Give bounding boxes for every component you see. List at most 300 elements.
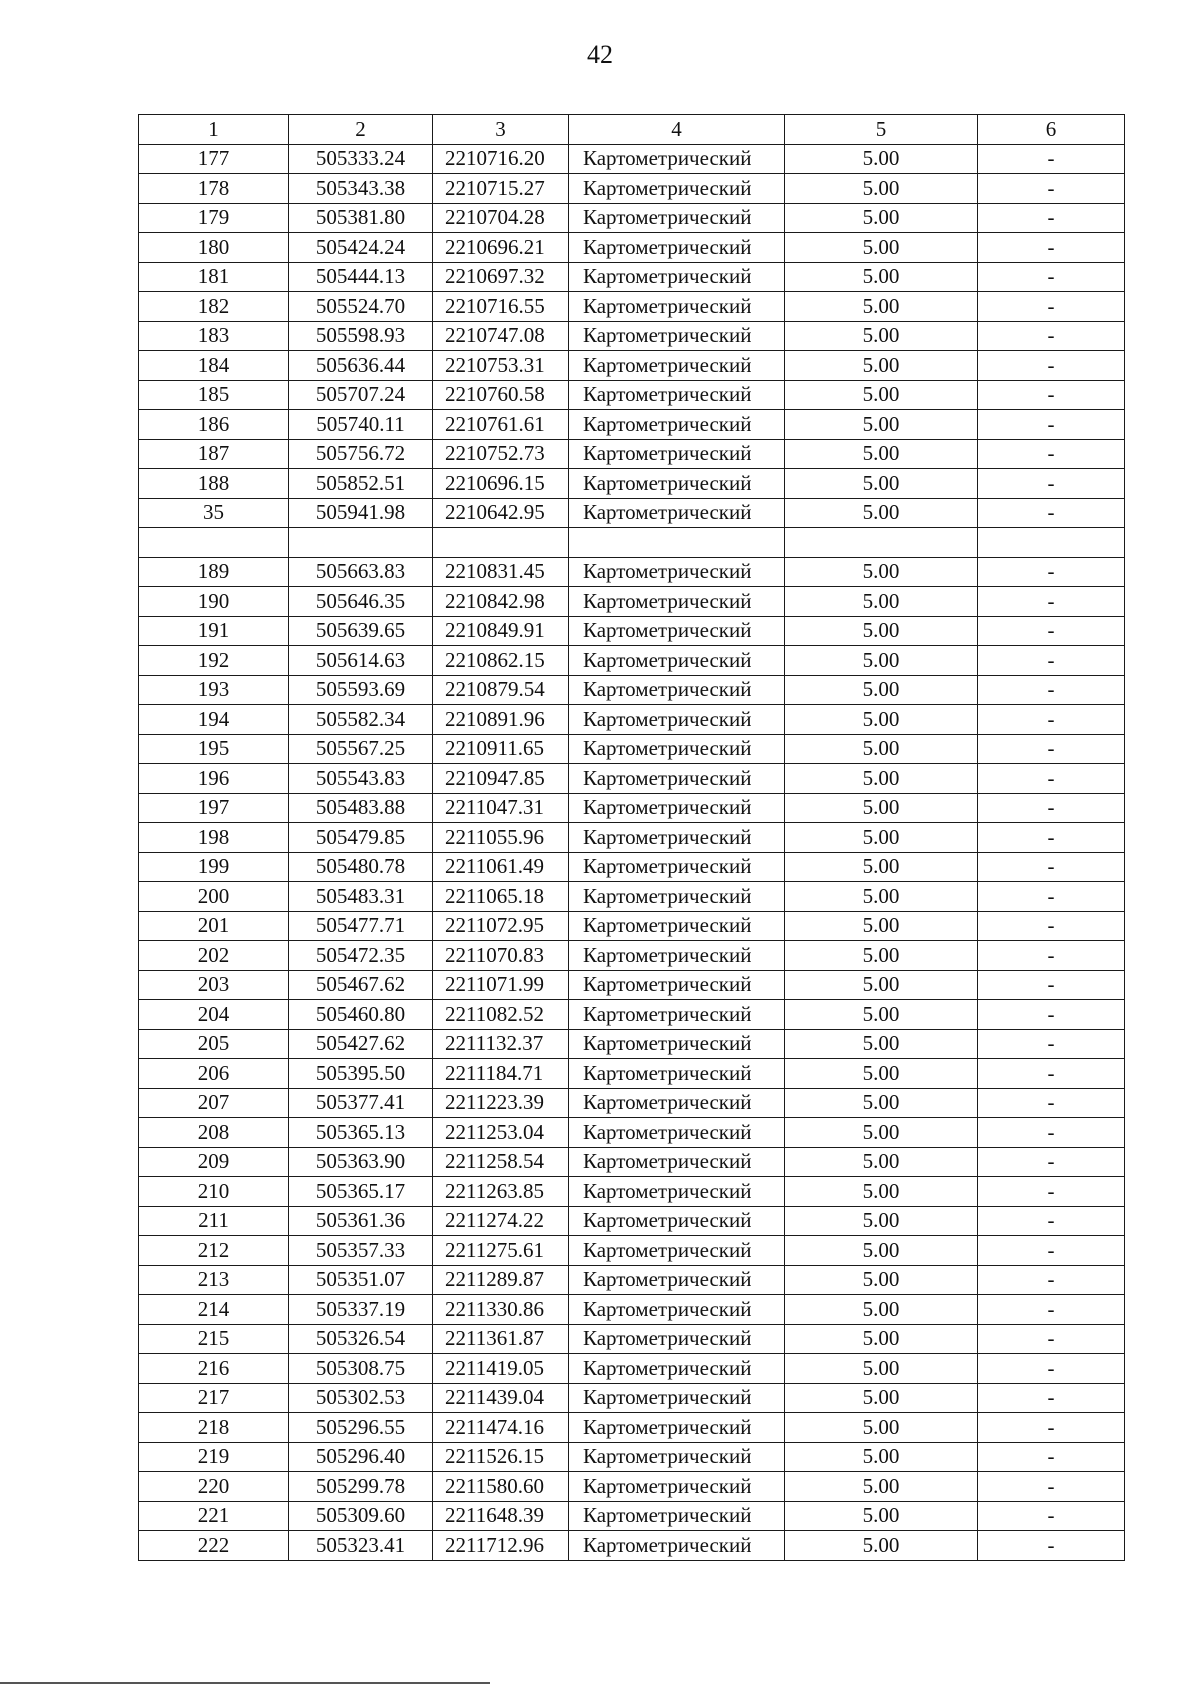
x-coordinate-cell: 505427.62 — [289, 1029, 433, 1059]
note-cell: - — [978, 1354, 1125, 1384]
table-row — [139, 557, 1125, 587]
x-coordinate-cell: 505309.60 — [289, 1501, 433, 1531]
note-cell: - — [978, 1177, 1125, 1207]
method-cell: Картометрический — [569, 793, 785, 823]
x-coordinate-cell: 505636.44 — [289, 351, 433, 381]
note-cell: - — [978, 292, 1125, 322]
note-cell: - — [978, 498, 1125, 528]
point-number-cell: 213 — [139, 1265, 289, 1295]
note-cell: - — [978, 1206, 1125, 1236]
accuracy-cell: 5.00 — [785, 1118, 978, 1148]
accuracy-cell: 5.00 — [785, 882, 978, 912]
accuracy-cell: 5.00 — [785, 1324, 978, 1354]
x-coordinate-cell: 505337.19 — [289, 1295, 433, 1325]
table-row — [139, 351, 1125, 381]
method-cell: Картометрический — [569, 616, 785, 646]
accuracy-cell: 5.00 — [785, 734, 978, 764]
table-row — [139, 1472, 1125, 1502]
method-cell: Картометрический — [569, 1059, 785, 1089]
x-coordinate-cell: 505639.65 — [289, 616, 433, 646]
accuracy-cell: 5.00 — [785, 292, 978, 322]
point-number-cell: 209 — [139, 1147, 289, 1177]
note-cell: - — [978, 1472, 1125, 1502]
accuracy-cell: 5.00 — [785, 321, 978, 351]
table-row — [139, 233, 1125, 263]
y-coordinate-cell: 2210761.61 — [433, 410, 569, 440]
y-coordinate-cell: 2210879.54 — [433, 675, 569, 705]
x-coordinate-cell: 505296.55 — [289, 1413, 433, 1443]
method-cell: Картометрический — [569, 321, 785, 351]
table-row — [139, 1147, 1125, 1177]
y-coordinate-cell: 2210696.15 — [433, 469, 569, 499]
point-number-cell: 182 — [139, 292, 289, 322]
x-coordinate-cell: 505479.85 — [289, 823, 433, 853]
method-cell: Картометрический — [569, 1265, 785, 1295]
table-row — [139, 1000, 1125, 1030]
note-cell: - — [978, 1531, 1125, 1561]
note-cell: - — [978, 587, 1125, 617]
note-cell: - — [978, 144, 1125, 174]
table-row — [139, 410, 1125, 440]
note-cell: - — [978, 764, 1125, 794]
y-coordinate-cell: 2211274.22 — [433, 1206, 569, 1236]
accuracy-cell: 5.00 — [785, 1000, 978, 1030]
method-cell: Картометрический — [569, 1531, 785, 1561]
point-number-cell: 200 — [139, 882, 289, 912]
point-number-cell: 211 — [139, 1206, 289, 1236]
note-cell: - — [978, 646, 1125, 676]
note-cell: - — [978, 911, 1125, 941]
table-body — [139, 144, 1125, 1560]
accuracy-cell: 5.00 — [785, 1236, 978, 1266]
note-cell: - — [978, 1059, 1125, 1089]
y-coordinate-cell: 2210842.98 — [433, 587, 569, 617]
x-coordinate-cell: 505444.13 — [289, 262, 433, 292]
accuracy-cell: 5.00 — [785, 911, 978, 941]
point-number-cell: 207 — [139, 1088, 289, 1118]
table-row — [139, 1029, 1125, 1059]
table-row — [139, 1295, 1125, 1325]
note-cell: - — [978, 793, 1125, 823]
method-cell: Картометрический — [569, 203, 785, 233]
point-number-cell: 188 — [139, 469, 289, 499]
x-coordinate-cell: 505756.72 — [289, 439, 433, 469]
accuracy-cell: 5.00 — [785, 351, 978, 381]
point-number-cell: 198 — [139, 823, 289, 853]
point-number-cell: 178 — [139, 174, 289, 204]
method-cell: Картометрический — [569, 351, 785, 381]
accuracy-cell: 5.00 — [785, 941, 978, 971]
table-row — [139, 764, 1125, 794]
y-coordinate-cell: 2210947.85 — [433, 764, 569, 794]
y-coordinate-cell: 2211184.71 — [433, 1059, 569, 1089]
point-number-cell: 194 — [139, 705, 289, 735]
note-cell: - — [978, 321, 1125, 351]
point-number-cell: 187 — [139, 439, 289, 469]
y-coordinate-cell: 2210747.08 — [433, 321, 569, 351]
y-coordinate-cell: 2210715.27 — [433, 174, 569, 204]
point-number-cell: 215 — [139, 1324, 289, 1354]
method-cell: Картометрический — [569, 292, 785, 322]
table-row — [139, 1118, 1125, 1148]
y-coordinate-cell: 2211526.15 — [433, 1442, 569, 1472]
accuracy-cell: 5.00 — [785, 1354, 978, 1384]
method-cell: Картометрический — [569, 174, 785, 204]
note-cell: - — [978, 1324, 1125, 1354]
note-cell: - — [978, 1265, 1125, 1295]
x-coordinate-cell: 505614.63 — [289, 646, 433, 676]
point-number-cell: 221 — [139, 1501, 289, 1531]
y-coordinate-cell: 2211580.60 — [433, 1472, 569, 1502]
method-cell: Картометрический — [569, 380, 785, 410]
accuracy-cell: 5.00 — [785, 823, 978, 853]
y-coordinate-cell: 2211055.96 — [433, 823, 569, 853]
y-coordinate-cell: 2210642.95 — [433, 498, 569, 528]
accuracy-cell: 5.00 — [785, 587, 978, 617]
table-row — [139, 498, 1125, 528]
y-coordinate-cell: 2211061.49 — [433, 852, 569, 882]
y-coordinate-cell: 2210697.32 — [433, 262, 569, 292]
point-number-cell: 217 — [139, 1383, 289, 1413]
method-cell: Картометрический — [569, 1206, 785, 1236]
point-number-cell: 192 — [139, 646, 289, 676]
y-coordinate-cell — [433, 528, 569, 558]
method-cell: Картометрический — [569, 1177, 785, 1207]
table-row — [139, 380, 1125, 410]
accuracy-cell: 5.00 — [785, 174, 978, 204]
y-coordinate-cell: 2211065.18 — [433, 882, 569, 912]
x-coordinate-cell: 505467.62 — [289, 970, 433, 1000]
note-cell: - — [978, 469, 1125, 499]
point-number-cell: 220 — [139, 1472, 289, 1502]
note-cell: - — [978, 1000, 1125, 1030]
table-row — [139, 1059, 1125, 1089]
y-coordinate-cell: 2210862.15 — [433, 646, 569, 676]
accuracy-cell: 5.00 — [785, 1059, 978, 1089]
accuracy-cell: 5.00 — [785, 616, 978, 646]
method-cell: Картометрический — [569, 1118, 785, 1148]
point-number-cell: 35 — [139, 498, 289, 528]
y-coordinate-cell: 2210849.91 — [433, 616, 569, 646]
x-coordinate-cell: 505377.41 — [289, 1088, 433, 1118]
accuracy-cell: 5.00 — [785, 1531, 978, 1561]
table-row — [139, 1324, 1125, 1354]
note-cell: - — [978, 823, 1125, 853]
accuracy-cell: 5.00 — [785, 1147, 978, 1177]
table-row — [139, 1413, 1125, 1443]
method-cell: Картометрический — [569, 1147, 785, 1177]
note-cell: - — [978, 705, 1125, 735]
table-row — [139, 203, 1125, 233]
method-cell: Картометрический — [569, 1354, 785, 1384]
y-coordinate-cell: 2211071.99 — [433, 970, 569, 1000]
header-cell-1: 1 — [139, 115, 289, 145]
y-coordinate-cell: 2211263.85 — [433, 1177, 569, 1207]
y-coordinate-cell: 2210716.20 — [433, 144, 569, 174]
method-cell: Картометрический — [569, 1324, 785, 1354]
point-number-cell: 183 — [139, 321, 289, 351]
point-number-cell: 181 — [139, 262, 289, 292]
accuracy-cell: 5.00 — [785, 439, 978, 469]
method-cell: Картометрический — [569, 675, 785, 705]
x-coordinate-cell: 505483.31 — [289, 882, 433, 912]
table-row — [139, 882, 1125, 912]
point-number-cell: 201 — [139, 911, 289, 941]
note-cell: - — [978, 1029, 1125, 1059]
point-number-cell: 202 — [139, 941, 289, 971]
accuracy-cell: 5.00 — [785, 1383, 978, 1413]
point-number-cell: 222 — [139, 1531, 289, 1561]
x-coordinate-cell: 505395.50 — [289, 1059, 433, 1089]
method-cell: Картометрический — [569, 882, 785, 912]
note-cell: - — [978, 233, 1125, 263]
table-row — [139, 528, 1125, 558]
accuracy-cell: 5.00 — [785, 705, 978, 735]
x-coordinate-cell: 505707.24 — [289, 380, 433, 410]
point-number-cell: 216 — [139, 1354, 289, 1384]
accuracy-cell: 5.00 — [785, 852, 978, 882]
table-row — [139, 646, 1125, 676]
y-coordinate-cell: 2211132.37 — [433, 1029, 569, 1059]
method-cell: Картометрический — [569, 970, 785, 1000]
y-coordinate-cell: 2211648.39 — [433, 1501, 569, 1531]
y-coordinate-cell: 2211419.05 — [433, 1354, 569, 1384]
header-cell-5: 5 — [785, 115, 978, 145]
table-row — [139, 1501, 1125, 1531]
accuracy-cell: 5.00 — [785, 410, 978, 440]
table-row — [139, 292, 1125, 322]
accuracy-cell: 5.00 — [785, 1265, 978, 1295]
x-coordinate-cell: 505363.90 — [289, 1147, 433, 1177]
accuracy-cell: 5.00 — [785, 203, 978, 233]
point-number-cell: 186 — [139, 410, 289, 440]
x-coordinate-cell: 505326.54 — [289, 1324, 433, 1354]
x-coordinate-cell: 505351.07 — [289, 1265, 433, 1295]
method-cell: Картометрический — [569, 1383, 785, 1413]
x-coordinate-cell: 505543.83 — [289, 764, 433, 794]
method-cell: Картометрический — [569, 1295, 785, 1325]
method-cell: Картометрический — [569, 144, 785, 174]
method-cell: Картометрический — [569, 1236, 785, 1266]
accuracy-cell: 5.00 — [785, 144, 978, 174]
table-row — [139, 1236, 1125, 1266]
method-cell: Картометрический — [569, 439, 785, 469]
table-row — [139, 705, 1125, 735]
point-number-cell: 219 — [139, 1442, 289, 1472]
accuracy-cell — [785, 528, 978, 558]
point-number-cell: 191 — [139, 616, 289, 646]
page-bottom-rule — [0, 1682, 490, 1684]
point-number-cell: 218 — [139, 1413, 289, 1443]
point-number-cell: 177 — [139, 144, 289, 174]
method-cell: Картометрический — [569, 1413, 785, 1443]
method-cell: Картометрический — [569, 498, 785, 528]
point-number-cell: 204 — [139, 1000, 289, 1030]
y-coordinate-cell: 2210753.31 — [433, 351, 569, 381]
note-cell: - — [978, 1295, 1125, 1325]
x-coordinate-cell: 505477.71 — [289, 911, 433, 941]
point-number-cell: 195 — [139, 734, 289, 764]
note-cell: - — [978, 941, 1125, 971]
table-row — [139, 1265, 1125, 1295]
accuracy-cell: 5.00 — [785, 380, 978, 410]
y-coordinate-cell: 2211474.16 — [433, 1413, 569, 1443]
y-coordinate-cell: 2211253.04 — [433, 1118, 569, 1148]
x-coordinate-cell: 505598.93 — [289, 321, 433, 351]
table-row — [139, 439, 1125, 469]
y-coordinate-cell: 2210831.45 — [433, 557, 569, 587]
x-coordinate-cell: 505323.41 — [289, 1531, 433, 1561]
x-coordinate-cell: 505308.75 — [289, 1354, 433, 1384]
y-coordinate-cell: 2211330.86 — [433, 1295, 569, 1325]
table-header — [139, 115, 1125, 145]
table-row — [139, 1354, 1125, 1384]
accuracy-cell: 5.00 — [785, 1029, 978, 1059]
method-cell: Картометрический — [569, 705, 785, 735]
method-cell: Картометрический — [569, 764, 785, 794]
y-coordinate-cell: 2210696.21 — [433, 233, 569, 263]
note-cell: - — [978, 1413, 1125, 1443]
y-coordinate-cell: 2211439.04 — [433, 1383, 569, 1413]
accuracy-cell: 5.00 — [785, 1088, 978, 1118]
note-cell: - — [978, 1118, 1125, 1148]
note-cell: - — [978, 675, 1125, 705]
point-number-cell: 206 — [139, 1059, 289, 1089]
x-coordinate-cell: 505483.88 — [289, 793, 433, 823]
point-number-cell: 193 — [139, 675, 289, 705]
method-cell: Картометрический — [569, 410, 785, 440]
method-cell: Картометрический — [569, 911, 785, 941]
x-coordinate-cell: 505524.70 — [289, 292, 433, 322]
table-row — [139, 852, 1125, 882]
method-cell: Картометрический — [569, 823, 785, 853]
table-row — [139, 174, 1125, 204]
method-cell: Картометрический — [569, 262, 785, 292]
x-coordinate-cell: 505646.35 — [289, 587, 433, 617]
header-cell-3: 3 — [433, 115, 569, 145]
note-cell: - — [978, 351, 1125, 381]
note-cell: - — [978, 1383, 1125, 1413]
method-cell: Картометрический — [569, 734, 785, 764]
note-cell: - — [978, 174, 1125, 204]
point-number-cell: 199 — [139, 852, 289, 882]
table-row — [139, 616, 1125, 646]
note-cell: - — [978, 557, 1125, 587]
y-coordinate-cell: 2211289.87 — [433, 1265, 569, 1295]
y-coordinate-cell: 2211072.95 — [433, 911, 569, 941]
x-coordinate-cell: 505663.83 — [289, 557, 433, 587]
header-cell-4: 4 — [569, 115, 785, 145]
accuracy-cell: 5.00 — [785, 557, 978, 587]
method-cell: Картометрический — [569, 557, 785, 587]
x-coordinate-cell: 505740.11 — [289, 410, 433, 440]
point-number-cell: 208 — [139, 1118, 289, 1148]
point-number-cell: 196 — [139, 764, 289, 794]
x-coordinate-cell — [289, 528, 433, 558]
accuracy-cell: 5.00 — [785, 1442, 978, 1472]
accuracy-cell: 5.00 — [785, 1413, 978, 1443]
table-row — [139, 1206, 1125, 1236]
point-number-cell: 214 — [139, 1295, 289, 1325]
table-row — [139, 1442, 1125, 1472]
table-row — [139, 1383, 1125, 1413]
point-number-cell: 184 — [139, 351, 289, 381]
note-cell: - — [978, 882, 1125, 912]
accuracy-cell: 5.00 — [785, 498, 978, 528]
y-coordinate-cell: 2211082.52 — [433, 1000, 569, 1030]
y-coordinate-cell: 2211712.96 — [433, 1531, 569, 1561]
accuracy-cell: 5.00 — [785, 1501, 978, 1531]
note-cell: - — [978, 1501, 1125, 1531]
point-number-cell: 189 — [139, 557, 289, 587]
x-coordinate-cell: 505567.25 — [289, 734, 433, 764]
table-row — [139, 587, 1125, 617]
x-coordinate-cell: 505357.33 — [289, 1236, 433, 1266]
table-row — [139, 734, 1125, 764]
accuracy-cell: 5.00 — [785, 793, 978, 823]
table-row — [139, 1088, 1125, 1118]
point-number-cell: 210 — [139, 1177, 289, 1207]
table-row — [139, 1531, 1125, 1561]
x-coordinate-cell: 505424.24 — [289, 233, 433, 263]
y-coordinate-cell: 2211361.87 — [433, 1324, 569, 1354]
accuracy-cell: 5.00 — [785, 233, 978, 263]
accuracy-cell: 5.00 — [785, 675, 978, 705]
point-number-cell — [139, 528, 289, 558]
accuracy-cell: 5.00 — [785, 262, 978, 292]
accuracy-cell: 5.00 — [785, 1177, 978, 1207]
table-row — [139, 1177, 1125, 1207]
note-cell — [978, 528, 1125, 558]
table-row — [139, 675, 1125, 705]
accuracy-cell: 5.00 — [785, 970, 978, 1000]
point-number-cell: 197 — [139, 793, 289, 823]
table-row — [139, 469, 1125, 499]
method-cell: Картометрический — [569, 646, 785, 676]
y-coordinate-cell: 2210891.96 — [433, 705, 569, 735]
y-coordinate-cell: 2211047.31 — [433, 793, 569, 823]
y-coordinate-cell: 2210760.58 — [433, 380, 569, 410]
note-cell: - — [978, 852, 1125, 882]
x-coordinate-cell: 505941.98 — [289, 498, 433, 528]
method-cell — [569, 528, 785, 558]
method-cell: Картометрический — [569, 852, 785, 882]
x-coordinate-cell: 505296.40 — [289, 1442, 433, 1472]
table-row — [139, 321, 1125, 351]
point-number-cell: 180 — [139, 233, 289, 263]
coordinates-table — [138, 114, 1125, 1561]
y-coordinate-cell: 2211258.54 — [433, 1147, 569, 1177]
note-cell: - — [978, 203, 1125, 233]
x-coordinate-cell: 505472.35 — [289, 941, 433, 971]
accuracy-cell: 5.00 — [785, 1472, 978, 1502]
header-row — [139, 115, 1125, 145]
method-cell: Картометрический — [569, 941, 785, 971]
table-row — [139, 970, 1125, 1000]
method-cell: Картометрический — [569, 469, 785, 499]
note-cell: - — [978, 1442, 1125, 1472]
note-cell: - — [978, 970, 1125, 1000]
method-cell: Картометрический — [569, 587, 785, 617]
x-coordinate-cell: 505361.36 — [289, 1206, 433, 1236]
method-cell: Картометрический — [569, 233, 785, 263]
note-cell: - — [978, 439, 1125, 469]
x-coordinate-cell: 505333.24 — [289, 144, 433, 174]
point-number-cell: 212 — [139, 1236, 289, 1266]
y-coordinate-cell: 2210704.28 — [433, 203, 569, 233]
accuracy-cell: 5.00 — [785, 469, 978, 499]
y-coordinate-cell: 2210752.73 — [433, 439, 569, 469]
